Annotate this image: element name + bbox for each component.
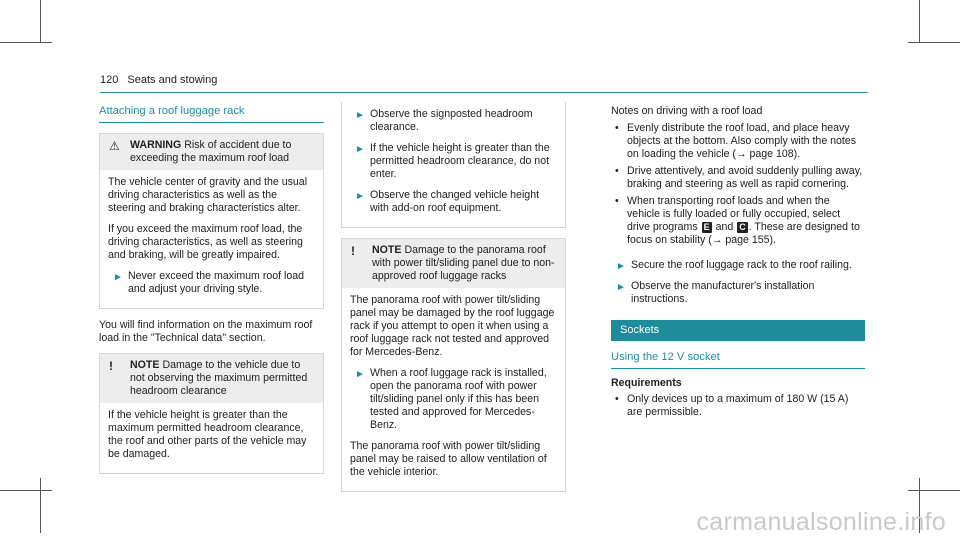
note-continuation-body	[342, 102, 565, 227]
crop-mark	[919, 0, 920, 42]
arrow-icon: ►	[355, 144, 365, 155]
body-paragraph: You will find information on the maximum roof load in the "Technical data" section.	[99, 319, 313, 344]
requirements-list	[611, 393, 865, 419]
arrow-icon: ►	[355, 369, 365, 380]
list-item	[611, 195, 865, 247]
instruction-text: When a roof luggage rack is installed, open the panorama roof with power tilt/sliding panel only if this has been tested and approved for Mercedes-Benz.	[370, 367, 547, 431]
column-middle	[341, 102, 566, 502]
section-title: Using the 12 V socket	[611, 351, 865, 369]
bullet-icon: •	[615, 195, 619, 207]
warning-icon: ⚠	[109, 139, 120, 153]
note-header	[342, 239, 565, 288]
drive-program-c-icon: C	[739, 222, 746, 232]
note-heading: Damage to the vehicle due to not observing the maximum permitted headroom clearance	[130, 359, 308, 397]
note-paragraph: The panorama roof with power tilt/sliding panel may be raised to allow ventilation of the vehicle interior.	[350, 440, 547, 478]
crop-mark	[40, 478, 41, 533]
note-heading: Damage to the panorama roof with power tilt/sliding panel due to non-approved roof luggage racks	[372, 244, 555, 282]
bullet-icon: •	[615, 393, 619, 405]
note-body	[342, 288, 565, 491]
instruction	[611, 280, 865, 306]
notes-list	[611, 122, 865, 247]
bullet-icon: •	[615, 122, 619, 134]
page-header	[100, 74, 217, 87]
intro-text: Notes on driving with a roof load	[611, 105, 763, 117]
instruction-text: Observe the changed vehicle height with add-on roof equipment.	[370, 189, 540, 214]
bullet-icon: •	[615, 165, 619, 177]
drive-program-e-icon: E	[703, 222, 710, 232]
warning-header	[100, 134, 323, 170]
note-box	[341, 238, 566, 492]
list-item	[611, 122, 865, 161]
instruction	[350, 108, 557, 134]
note-paragraph: If the vehicle height is greater than the maximum permitted headroom clearance, the roof and other parts of the vehicle may be damaged.	[108, 409, 307, 460]
page-number: 120	[100, 74, 119, 86]
list-item	[611, 165, 865, 191]
list-item-text: Drive attentively, and avoid suddenly pulling away, braking and steering as well as rapid cornering.	[627, 165, 863, 190]
note-continuation-box	[341, 102, 566, 228]
arrow-icon: ►	[355, 191, 365, 202]
warning-heading: Risk of accident due to exceeding the maximum roof load	[130, 139, 292, 164]
exclamation-icon: !	[351, 244, 355, 258]
instruction-text: Observe the manufacturer's installation instructions.	[631, 280, 815, 305]
instruction	[350, 189, 557, 215]
note-paragraph: The panorama roof with power tilt/sliding panel may be damaged by the roof luggage rack if you attempt to open it when using a roof luggage rack not tested and approved for Mercedes-Benz.	[350, 294, 555, 358]
watermark: carmanualsonline.info	[696, 508, 946, 536]
crop-mark	[0, 42, 52, 43]
column-right	[611, 105, 865, 425]
instruction	[108, 270, 315, 296]
warning-box	[99, 133, 324, 309]
list-item-text: Evenly distribute the roof load, and place heavy objects at the bottom. Also comply with the notes on loading the vehicle (→ page 108).	[627, 122, 857, 160]
warning-paragraph: If you exceed the maximum roof load, the driving characteristics, as well as steering and braking, will be greatly impaired.	[108, 223, 303, 261]
crop-mark	[0, 490, 52, 491]
instruction	[611, 259, 865, 272]
crop-mark	[40, 0, 41, 42]
note-body	[100, 403, 323, 473]
column-left	[99, 105, 324, 484]
requirements-label: Requirements	[611, 377, 682, 389]
arrow-icon: ►	[616, 282, 626, 293]
arrow-icon: ►	[616, 261, 626, 272]
list-item-text: Only devices up to a maximum of 180 W (15 A) are permissible.	[627, 393, 849, 418]
note-keyword: NOTE	[130, 359, 160, 371]
instruction-text: Secure the roof luggage rack to the roof railing.	[631, 259, 852, 271]
warning-keyword: WARNING	[130, 139, 182, 151]
crop-mark	[908, 490, 960, 491]
list-item-text: When transporting roof loads and when the vehicle is fully loaded or fully occupied, select drive programs	[627, 195, 841, 233]
note-header	[100, 354, 323, 403]
instruction	[350, 142, 557, 181]
instruction-text: Observe the signposted headroom clearance.	[370, 108, 533, 133]
instruction-text: If the vehicle height is greater than the permitted headroom clearance, do not enter.	[370, 142, 550, 180]
chapter-band: Sockets	[611, 320, 865, 341]
header-rule	[100, 92, 868, 93]
note-keyword: NOTE	[372, 244, 402, 256]
exclamation-icon: !	[109, 359, 113, 373]
instruction	[350, 367, 557, 432]
arrow-icon: ►	[355, 110, 365, 121]
list-item-text: and	[715, 221, 734, 233]
crop-mark	[908, 42, 960, 43]
arrow-icon: ►	[113, 272, 123, 283]
warning-body	[100, 170, 323, 308]
section-title: Attaching a roof luggage rack	[99, 105, 324, 123]
instruction-text: Never exceed the maximum roof load and adjust your driving style.	[128, 270, 305, 295]
list-item-text: . These are designed to focus on stability (→ page 155).	[627, 221, 860, 246]
warning-paragraph: The vehicle center of gravity and the usual driving characteristics as well as the steering and braking characteristics alter.	[108, 176, 308, 214]
section-name: Seats and stowing	[127, 74, 218, 86]
note-box	[99, 353, 324, 474]
list-item	[611, 393, 865, 419]
